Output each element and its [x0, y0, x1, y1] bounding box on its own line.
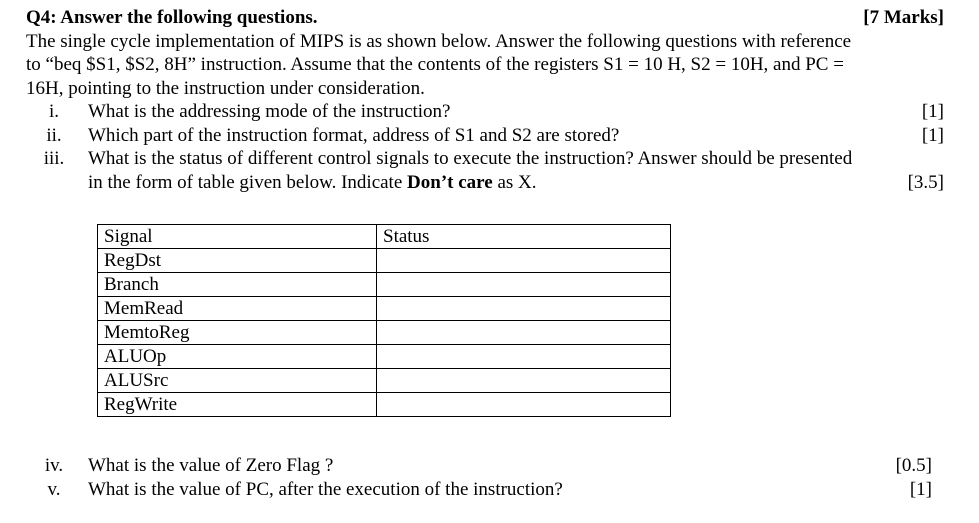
sub-question-marks: [3.5]: [907, 171, 944, 193]
table-row: [98, 273, 671, 297]
signal-cell: MemRead: [98, 297, 377, 321]
bottom-questions: [26, 454, 932, 501]
dont-care-label: Don’t care: [407, 171, 493, 193]
sub-question-number: iv.: [44, 455, 64, 476]
continuation-suffix: as X.: [492, 171, 537, 193]
status-cell[interactable]: [377, 273, 671, 297]
intro-line-3: 16H, pointing to the instruction under consideration.: [26, 77, 425, 99]
signal-cell: MemtoReg: [98, 321, 377, 345]
question-header: [26, 6, 944, 30]
sub-question-1: [26, 100, 944, 124]
sub-question-marks: [0.5]: [895, 455, 932, 476]
signal-cell: RegWrite: [98, 393, 377, 417]
table-row: [98, 297, 671, 321]
intro-line-1: The single cycle implementation of MIPS is as shown below. Answer the following questions with reference: [26, 30, 852, 52]
sub-question-2: [26, 124, 944, 148]
table-row: [98, 369, 671, 393]
question-title: Q4: Answer the following questions.: [26, 7, 318, 28]
sub-question-number: ii.: [46, 124, 62, 146]
sub-question-3-continued: [26, 171, 944, 195]
status-cell[interactable]: [377, 369, 671, 393]
signal-cell: ALUSrc: [98, 369, 377, 393]
sub-question-number: i.: [48, 101, 60, 122]
header-status: Status: [377, 225, 671, 249]
table-row: [98, 249, 671, 273]
sub-question-number: v.: [47, 478, 61, 500]
question-page: [26, 6, 944, 194]
status-cell[interactable]: [377, 393, 671, 417]
status-cell[interactable]: [377, 345, 671, 369]
signal-cell: ALUOp: [98, 345, 377, 369]
status-cell[interactable]: [377, 321, 671, 345]
table-row: [98, 393, 671, 417]
sub-question-number: iii.: [43, 148, 65, 169]
sub-question-5: [26, 478, 932, 502]
sub-question-text: What is the value of PC, after the execution of the instruction?: [88, 478, 563, 500]
sub-question-text: What is the addressing mode of the instruction?: [88, 101, 451, 122]
sub-question-3: [26, 147, 944, 171]
sub-question-text: What is the value of Zero Flag ?: [88, 455, 334, 476]
sub-question-marks: [1]: [909, 478, 932, 500]
sub-question-marks: [1]: [921, 101, 944, 122]
table-row: [98, 345, 671, 369]
sub-question-text: What is the status of different control signals to execute the instruction? Answer should be presented: [88, 148, 853, 169]
control-signal-table: [97, 224, 671, 417]
status-cell[interactable]: [377, 249, 671, 273]
table-header-row: [98, 225, 671, 249]
intro-line-2: to “beq $S1, $S2, 8H” instruction. Assume that the contents of the registers S1 = 10 H, S2 = 10H, and PC =: [26, 54, 844, 75]
sub-question-text: Which part of the instruction format, address of S1 and S2 are stored?: [88, 124, 620, 146]
header-signal: Signal: [98, 225, 377, 249]
signal-cell: Branch: [98, 273, 377, 297]
sub-question-3-line-2: [88, 171, 537, 195]
question-marks: [7 Marks]: [863, 7, 944, 28]
table-row: [98, 321, 671, 345]
continuation-text: in the form of table given below. Indicate: [88, 171, 408, 193]
sub-question-marks: [1]: [921, 124, 944, 146]
sub-question-4: [26, 454, 932, 478]
status-cell[interactable]: [377, 297, 671, 321]
signal-cell: RegDst: [98, 249, 377, 273]
